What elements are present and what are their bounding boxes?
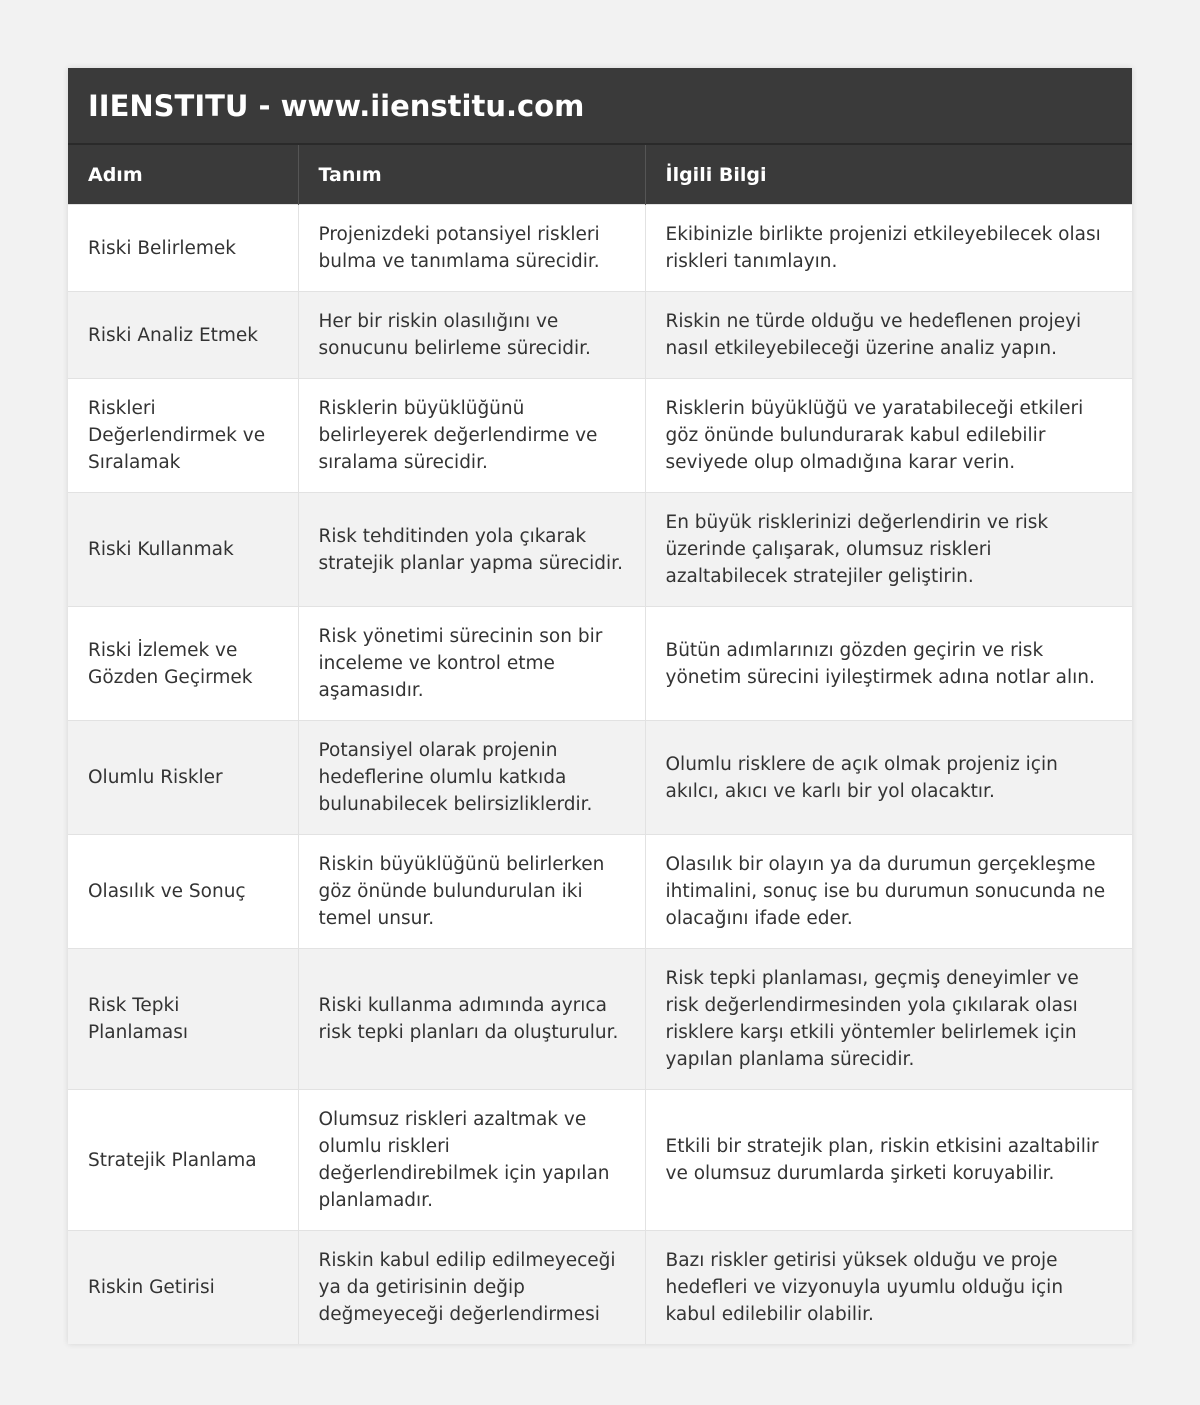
cell-definition: Riski kullanma adımında ayrıca risk tepki planları da oluşturulur. xyxy=(298,949,645,1090)
table-row xyxy=(68,1090,1132,1231)
table-row xyxy=(68,949,1132,1090)
table-row xyxy=(68,292,1132,379)
cell-step: Riski Kullanmak xyxy=(68,493,298,607)
table-row xyxy=(68,379,1132,493)
cell-definition: Riskin kabul edilip edilmeyeceği ya da getirisinin değip değmeyeceği değerlendirmesi xyxy=(298,1231,645,1345)
cell-definition: Risk yönetimi sürecinin son bir inceleme ve kontrol etme aşamasıdır. xyxy=(298,607,645,721)
column-header-step: Adım xyxy=(68,145,298,205)
cell-definition: Potansiyel olarak projenin hedeflerine olumlu katkıda bulunabilecek belirsizliklerdir. xyxy=(298,721,645,835)
cell-step: Riski İzlemek ve Gözden Geçirmek xyxy=(68,607,298,721)
cell-info: Olasılık bir olayın ya da durumun gerçekleşme ihtimalini, sonuç ise bu durumun sonucunda ne olacağını ifade eder. xyxy=(645,835,1132,949)
cell-info: Risklerin büyüklüğü ve yaratabileceği etkileri göz önünde bulundurarak kabul edilebilir seviyede olup olmadığına karar verin. xyxy=(645,379,1132,493)
cell-step: Risk Tepki Planlaması xyxy=(68,949,298,1090)
cell-info: Bazı riskler getirisi yüksek olduğu ve proje hedefleri ve vizyonuyla uyumlu olduğu için kabul edilebilir olabilir. xyxy=(645,1231,1132,1345)
cell-step: Riskin Getirisi xyxy=(68,1231,298,1345)
cell-definition: Olumsuz riskleri azaltmak ve olumlu riskleri değerlendirebilmek için yapılan planlamadır. xyxy=(298,1090,645,1231)
risk-table xyxy=(68,145,1132,1344)
table-row xyxy=(68,1231,1132,1345)
cell-step: Riski Analiz Etmek xyxy=(68,292,298,379)
table-row xyxy=(68,205,1132,292)
cell-step: Olasılık ve Sonuç xyxy=(68,835,298,949)
cell-definition: Her bir riskin olasılığını ve sonucunu belirleme sürecidir. xyxy=(298,292,645,379)
cell-definition: Projenizdeki potansiyel riskleri bulma ve tanımlama sürecidir. xyxy=(298,205,645,292)
cell-info: Ekibinizle birlikte projenizi etkileyebilecek olası riskleri tanımlayın. xyxy=(645,205,1132,292)
title-bar xyxy=(68,68,1132,145)
cell-info: Risk tepki planlaması, geçmiş deneyimler ve risk değerlendirmesinden yola çıkılarak olası risklere karşı etkili yöntemler belirlemek için yapılan planlama sürecidir. xyxy=(645,949,1132,1090)
table-header-row xyxy=(68,145,1132,205)
cell-step: Stratejik Planlama xyxy=(68,1090,298,1231)
cell-info: En büyük risklerinizi değerlendirin ve risk üzerinde çalışarak, olumsuz riskleri azaltabilecek stratejiler geliştirin. xyxy=(645,493,1132,607)
cell-step: Riskleri Değerlendirmek ve Sıralamak xyxy=(68,379,298,493)
cell-info: Riskin ne türde olduğu ve hedeflenen projeyi nasıl etkileyebileceği üzerine analiz yapın. xyxy=(645,292,1132,379)
column-header-info: İlgili Bilgi xyxy=(645,145,1132,205)
cell-definition: Risklerin büyüklüğünü belirleyerek değerlendirme ve sıralama sürecidir. xyxy=(298,379,645,493)
page-title: IIENSTITU - www.iienstitu.com xyxy=(88,88,585,123)
table-row xyxy=(68,721,1132,835)
cell-info: Etkili bir stratejik plan, riskin etkisini azaltabilir ve olumsuz durumlarda şirketi koruyabilir. xyxy=(645,1090,1132,1231)
table-row xyxy=(68,493,1132,607)
table-row xyxy=(68,607,1132,721)
cell-info: Olumlu risklere de açık olmak projeniz için akılcı, akıcı ve karlı bir yol olacaktır. xyxy=(645,721,1132,835)
cell-definition: Riskin büyüklüğünü belirlerken göz önünde bulundurulan iki temel unsur. xyxy=(298,835,645,949)
cell-step: Riski Belirlemek xyxy=(68,205,298,292)
cell-definition: Risk tehditinden yola çıkarak stratejik planlar yapma sürecidir. xyxy=(298,493,645,607)
table-card xyxy=(68,68,1132,1344)
cell-info: Bütün adımlarınızı gözden geçirin ve risk yönetim sürecini iyileştirmek adına notlar alın. xyxy=(645,607,1132,721)
cell-step: Olumlu Riskler xyxy=(68,721,298,835)
table-row xyxy=(68,835,1132,949)
column-header-definition: Tanım xyxy=(298,145,645,205)
